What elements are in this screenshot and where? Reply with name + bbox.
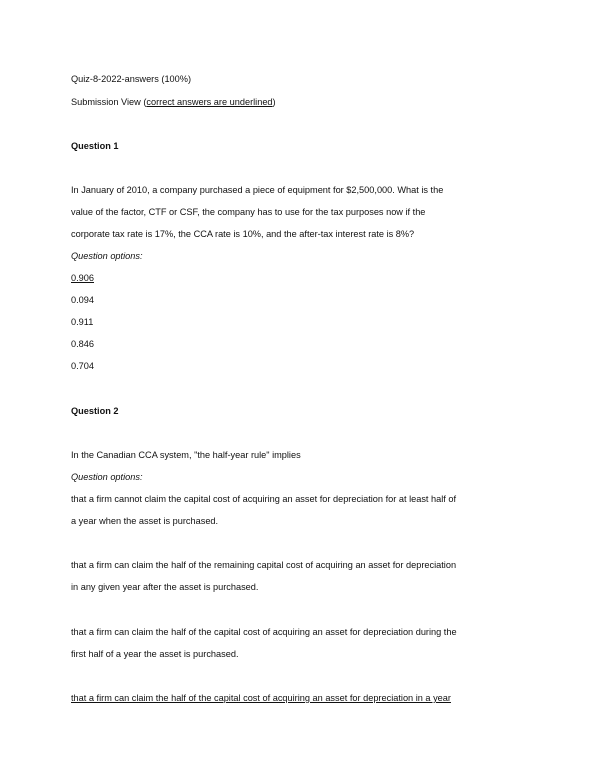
question-2-option-3-line-2: first half of a year the asset is purchased. bbox=[71, 649, 239, 659]
question-1-options-label: Question options: bbox=[71, 251, 143, 261]
question-1-option-3: 0.911 bbox=[71, 317, 94, 327]
question-2-option-2-line-1: that a firm can claim the half of the remaining capital cost of acquiring an asset for depreciation bbox=[71, 560, 457, 570]
question-1-text-line-2: value of the factor, CTF or CSF, the company has to use for the tax purposes now if the bbox=[71, 207, 426, 217]
question-2-options-label: Question options: bbox=[71, 472, 143, 482]
correct-answers-note: correct answers are underlined bbox=[146, 97, 273, 107]
question-2-heading: Question 2 bbox=[71, 406, 119, 416]
submission-suffix: ) bbox=[272, 97, 276, 107]
submission-view-note bbox=[71, 96, 276, 108]
question-2-option-1-line-2: a year when the asset is purchased. bbox=[71, 516, 219, 526]
question-2-text-line-1: In the Canadian CCA system, "the half-year rule" implies bbox=[71, 450, 301, 460]
question-1-text-line-1: In January of 2010, a company purchased a piece of equipment for $2,500,000. What is the bbox=[71, 185, 444, 195]
question-1-option-5: 0.704 bbox=[71, 361, 94, 371]
question-2-option-1-line-1: that a firm cannot claim the capital cost of acquiring an asset for depreciation for at least half of bbox=[71, 494, 457, 504]
question-1-option-1-correct: 0.906 bbox=[71, 273, 94, 283]
question-2-option-4-correct-line-1: that a firm can claim the half of the capital cost of acquiring an asset for depreciation in a year bbox=[71, 693, 451, 703]
submission-prefix: Submission View ( bbox=[71, 97, 147, 107]
document-title: Quiz-8-2022-answers (100%) bbox=[71, 74, 191, 84]
question-1-option-4: 0.846 bbox=[71, 339, 94, 349]
question-2-option-2-line-2: in any given year after the asset is purchased. bbox=[71, 582, 259, 592]
question-1-text-line-3: corporate tax rate is 17%, the CCA rate is 10%, and the after-tax interest rate is 8%? bbox=[71, 229, 415, 239]
question-1-heading: Question 1 bbox=[71, 141, 119, 151]
question-2-option-3-line-1: that a firm can claim the half of the capital cost of acquiring an asset for depreciation during the bbox=[71, 627, 457, 637]
question-1-option-2: 0.094 bbox=[71, 295, 94, 305]
